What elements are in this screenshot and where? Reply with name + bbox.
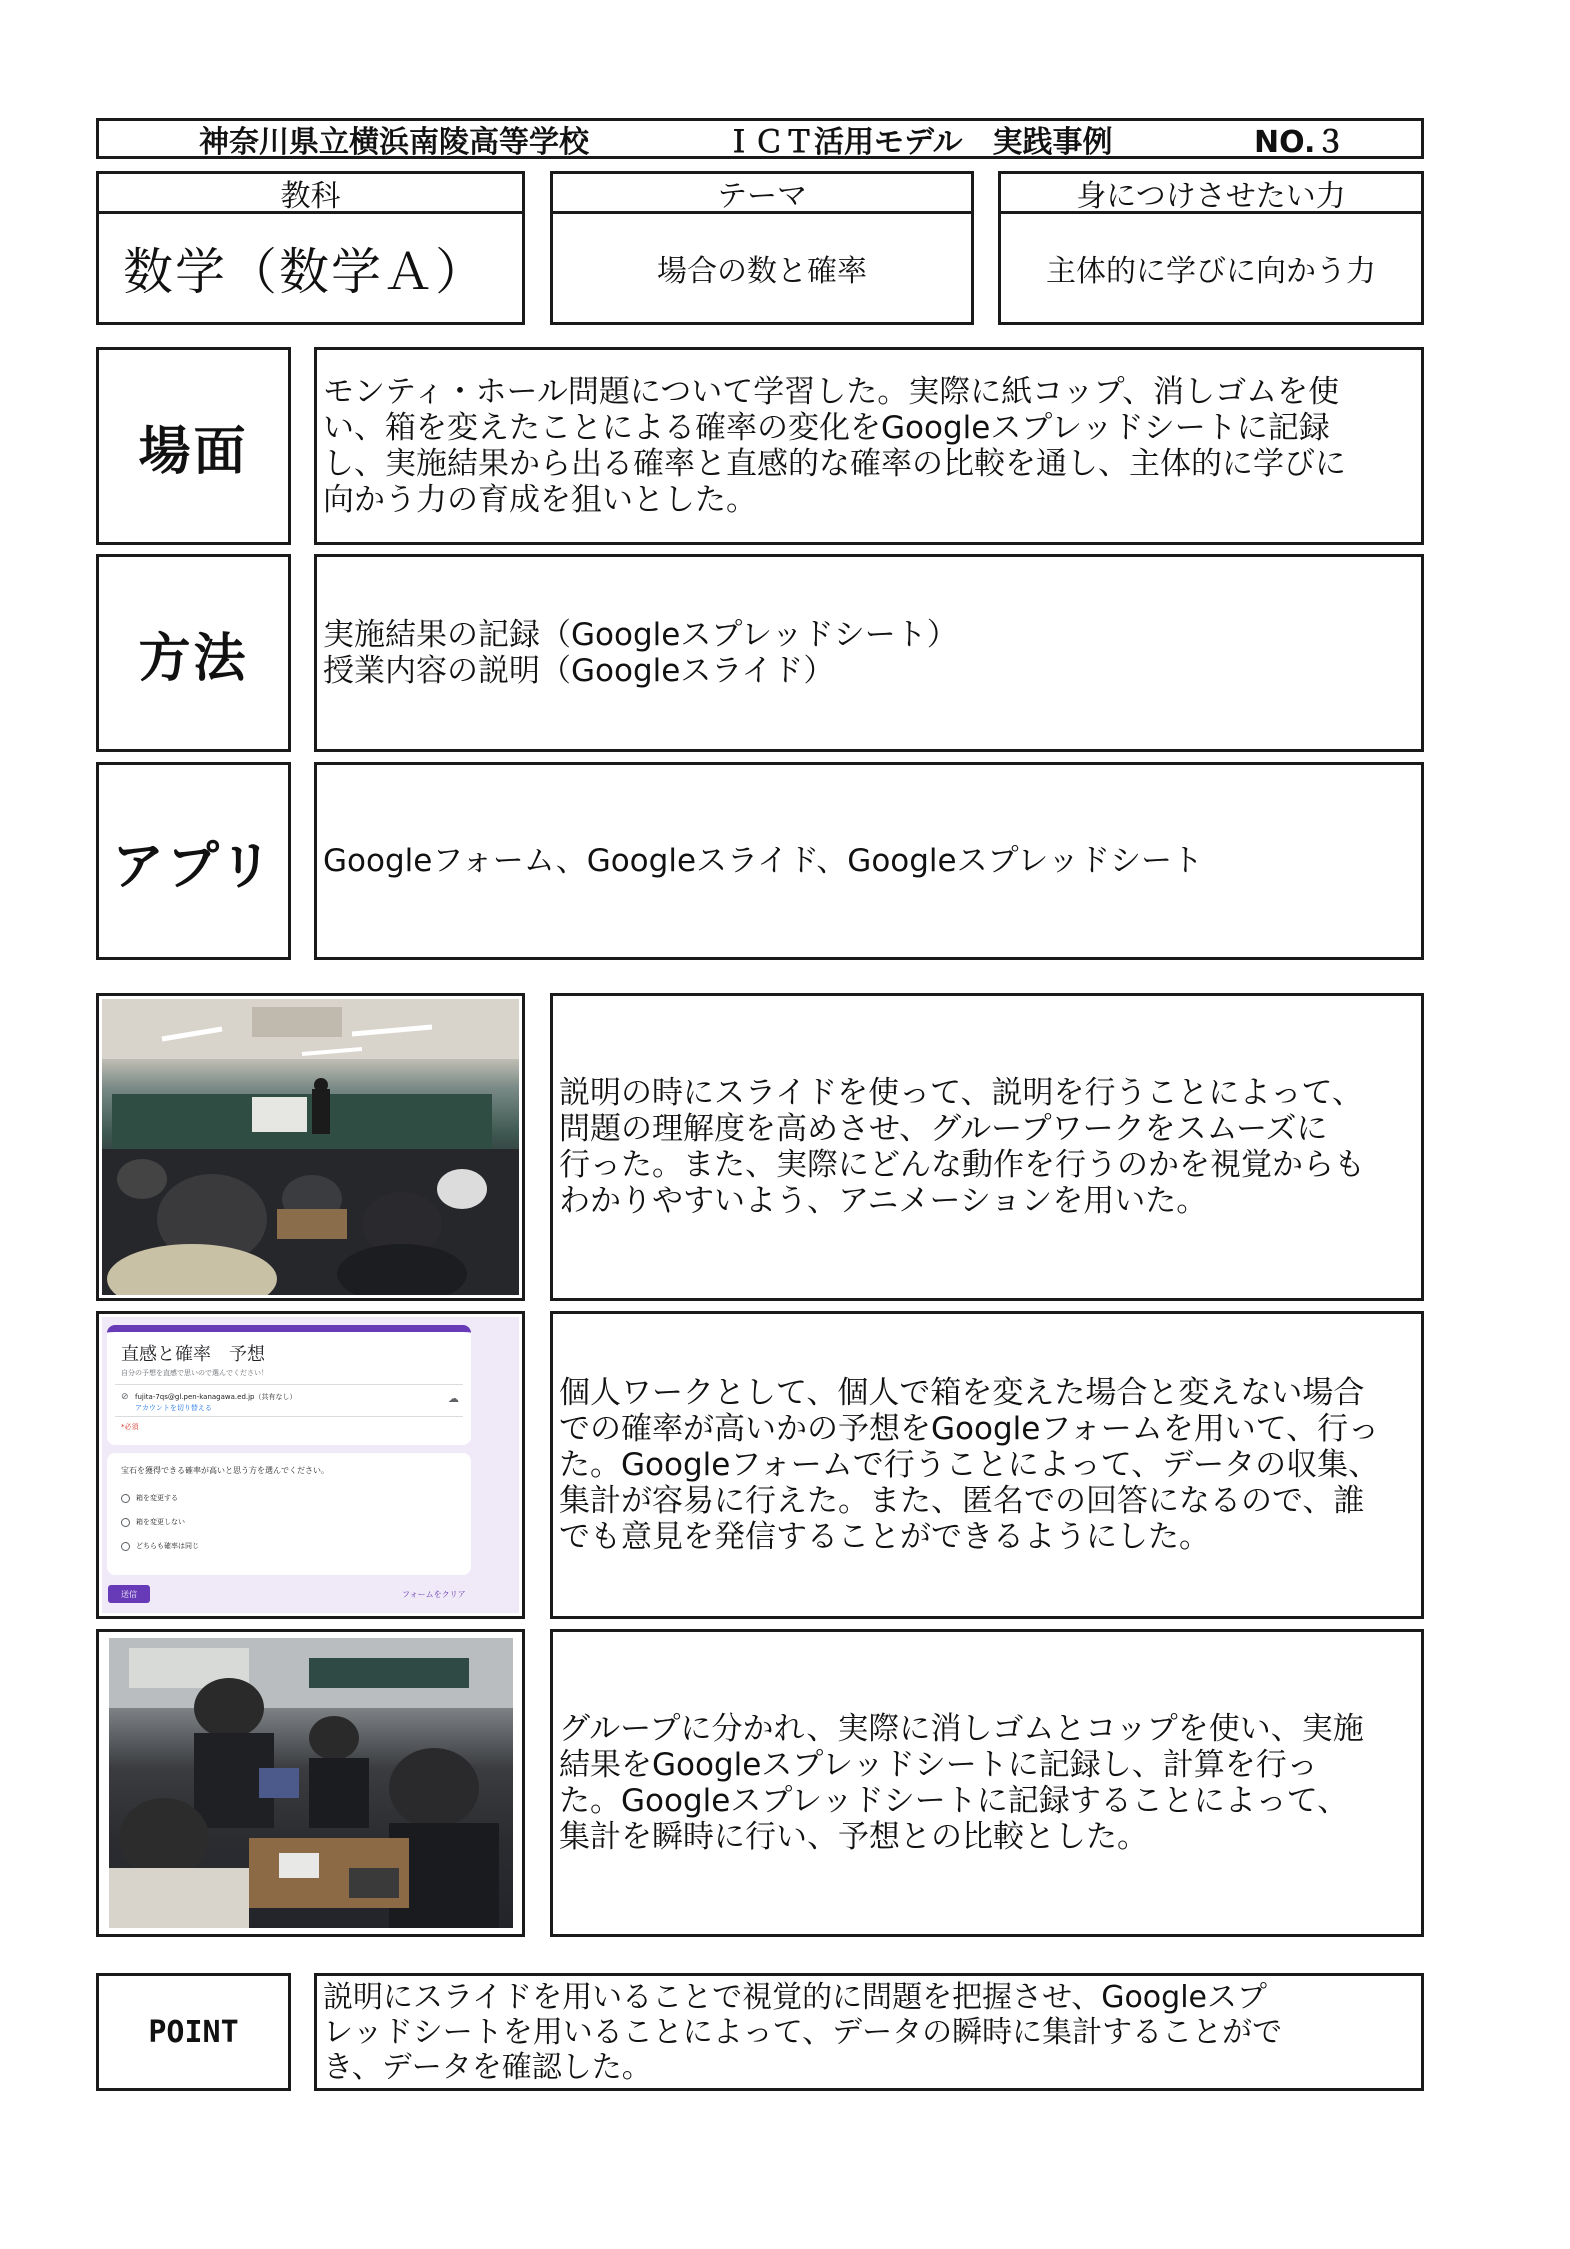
scene-label: 場面 xyxy=(96,347,291,545)
example1-text: 説明の時にスライドを使って、説明を行うことによって、 問題の理解度を高めさせ、グループワークをスムーズに 行った。また、実際にどんな動作を行うのかを視覚からも わかりやすいよう、アニメーションを用いた。 xyxy=(559,1075,1365,1219)
point-label-box xyxy=(96,1973,291,2091)
model-title: ＩＣＴ活用モデル 実践事例 xyxy=(724,124,1113,160)
group-work-photo xyxy=(109,1638,513,1928)
app-text: Googleフォーム、Googleスライド、Googleスプレッドシート xyxy=(323,843,1204,879)
example2-text: 個人ワークとして、個人で箱を変えた場合と変えない場合 での確率が高いかの予想をGoogleフォームを用いて、行っ た。Googleフォームで行うことによって、データの収集、 集計が容易に行えた。また、匿名での回答になるので、誰 でも意見を発信することができるようにした。 xyxy=(559,1375,1380,1555)
case-number: NO.３ xyxy=(1254,124,1346,160)
radio-icon xyxy=(121,1494,130,1503)
required-note: *必須 xyxy=(121,1423,139,1431)
example2-photo-frame xyxy=(96,1311,525,1619)
scene-text-box xyxy=(314,347,1424,545)
clear-form-button[interactable]: フォームをクリア xyxy=(402,1590,466,1599)
form-title: 直感と確率 予想 xyxy=(121,1344,265,1365)
point-label: POINT xyxy=(148,2014,239,2050)
option-2[interactable]: 箱を変更しない xyxy=(121,1517,185,1527)
question-text: 宝石を獲得できる確率が高いと思う方を選んでください。 xyxy=(121,1466,329,1475)
skill-label: 身につけさせたい力 xyxy=(1001,174,1421,214)
account-icon: ⊘ xyxy=(121,1392,129,1402)
classroom-lecture-illustration xyxy=(102,999,519,1295)
form-header-card xyxy=(107,1325,471,1445)
theme-cell xyxy=(550,171,974,325)
question-card xyxy=(107,1453,471,1575)
form-subtitle: 自分の予想を直感で思いので選んでください！ xyxy=(121,1369,268,1377)
subject-label: 教科 xyxy=(99,174,522,214)
classroom-lecture-photo xyxy=(102,999,519,1295)
google-form-screenshot xyxy=(102,1317,519,1613)
skill-value: 主体的に学びに向かう力 xyxy=(1046,254,1376,289)
radio-icon xyxy=(121,1542,130,1551)
theme-label: テーマ xyxy=(553,174,971,214)
example3-text: グループに分かれ、実際に消しゴムとコップを使い、実施 結果をGoogleスプレッドシートに記録し、計算を行っ た。Googleスプレッドシートに記録することによって、 集計を瞬時に行い、予想との比較とした。 xyxy=(559,1711,1364,1855)
point-text: 説明にスライドを用いることで視覚的に問題を把握させ、Googleスプ レッドシートを用いることによって、データの瞬時に集計することがで き、データを確認した。 xyxy=(323,1979,1283,2085)
app-label: アプリ xyxy=(96,762,291,960)
skill-cell xyxy=(998,171,1424,325)
method-text-box xyxy=(314,554,1424,752)
option-3[interactable]: どちらも確率は同じ xyxy=(121,1541,199,1551)
theme-value: 場合の数と確率 xyxy=(657,254,867,289)
example1-text-box xyxy=(550,993,1424,1301)
option-1[interactable]: 箱を変更する xyxy=(121,1493,178,1503)
scene-text: モンティ・ホール問題について学習した。実際に紙コップ、消しゴムを使 い、箱を変えたことによる確率の変化をGoogleスプレッドシートに記録 し、実施結果から出る確率と直感的な確率の比較を通し、主体的に学びに 向かう力の育成を狙いとした。 xyxy=(323,374,1346,518)
header-bar xyxy=(96,118,1424,159)
example3-photo-frame xyxy=(96,1629,525,1937)
group-work-illustration xyxy=(109,1638,513,1928)
method-label: 方法 xyxy=(96,554,291,752)
school-name: 神奈川県立横浜南陵高等学校 xyxy=(199,124,589,160)
example3-text-box xyxy=(550,1629,1424,1937)
example1-photo-frame xyxy=(96,993,525,1301)
subject-value: 数学（数学Ａ） xyxy=(123,243,487,301)
app-text-box xyxy=(314,762,1424,960)
method-text: 実施結果の記録（Googleスプレッドシート） 授業内容の説明（Googleスライド） xyxy=(323,617,958,689)
example2-text-box xyxy=(550,1311,1424,1619)
form-account: fujita-7qs@gl.pen-kanagawa.ed.jp（共有なし） xyxy=(135,1393,297,1401)
cloud-icon: ☁ xyxy=(448,1392,459,1405)
submit-button[interactable]: 送信 xyxy=(108,1585,150,1603)
radio-icon xyxy=(121,1518,130,1527)
switch-account-link[interactable]: アカウントを切り替える xyxy=(135,1404,212,1412)
point-text-box xyxy=(314,1973,1424,2091)
subject-cell xyxy=(96,171,525,325)
